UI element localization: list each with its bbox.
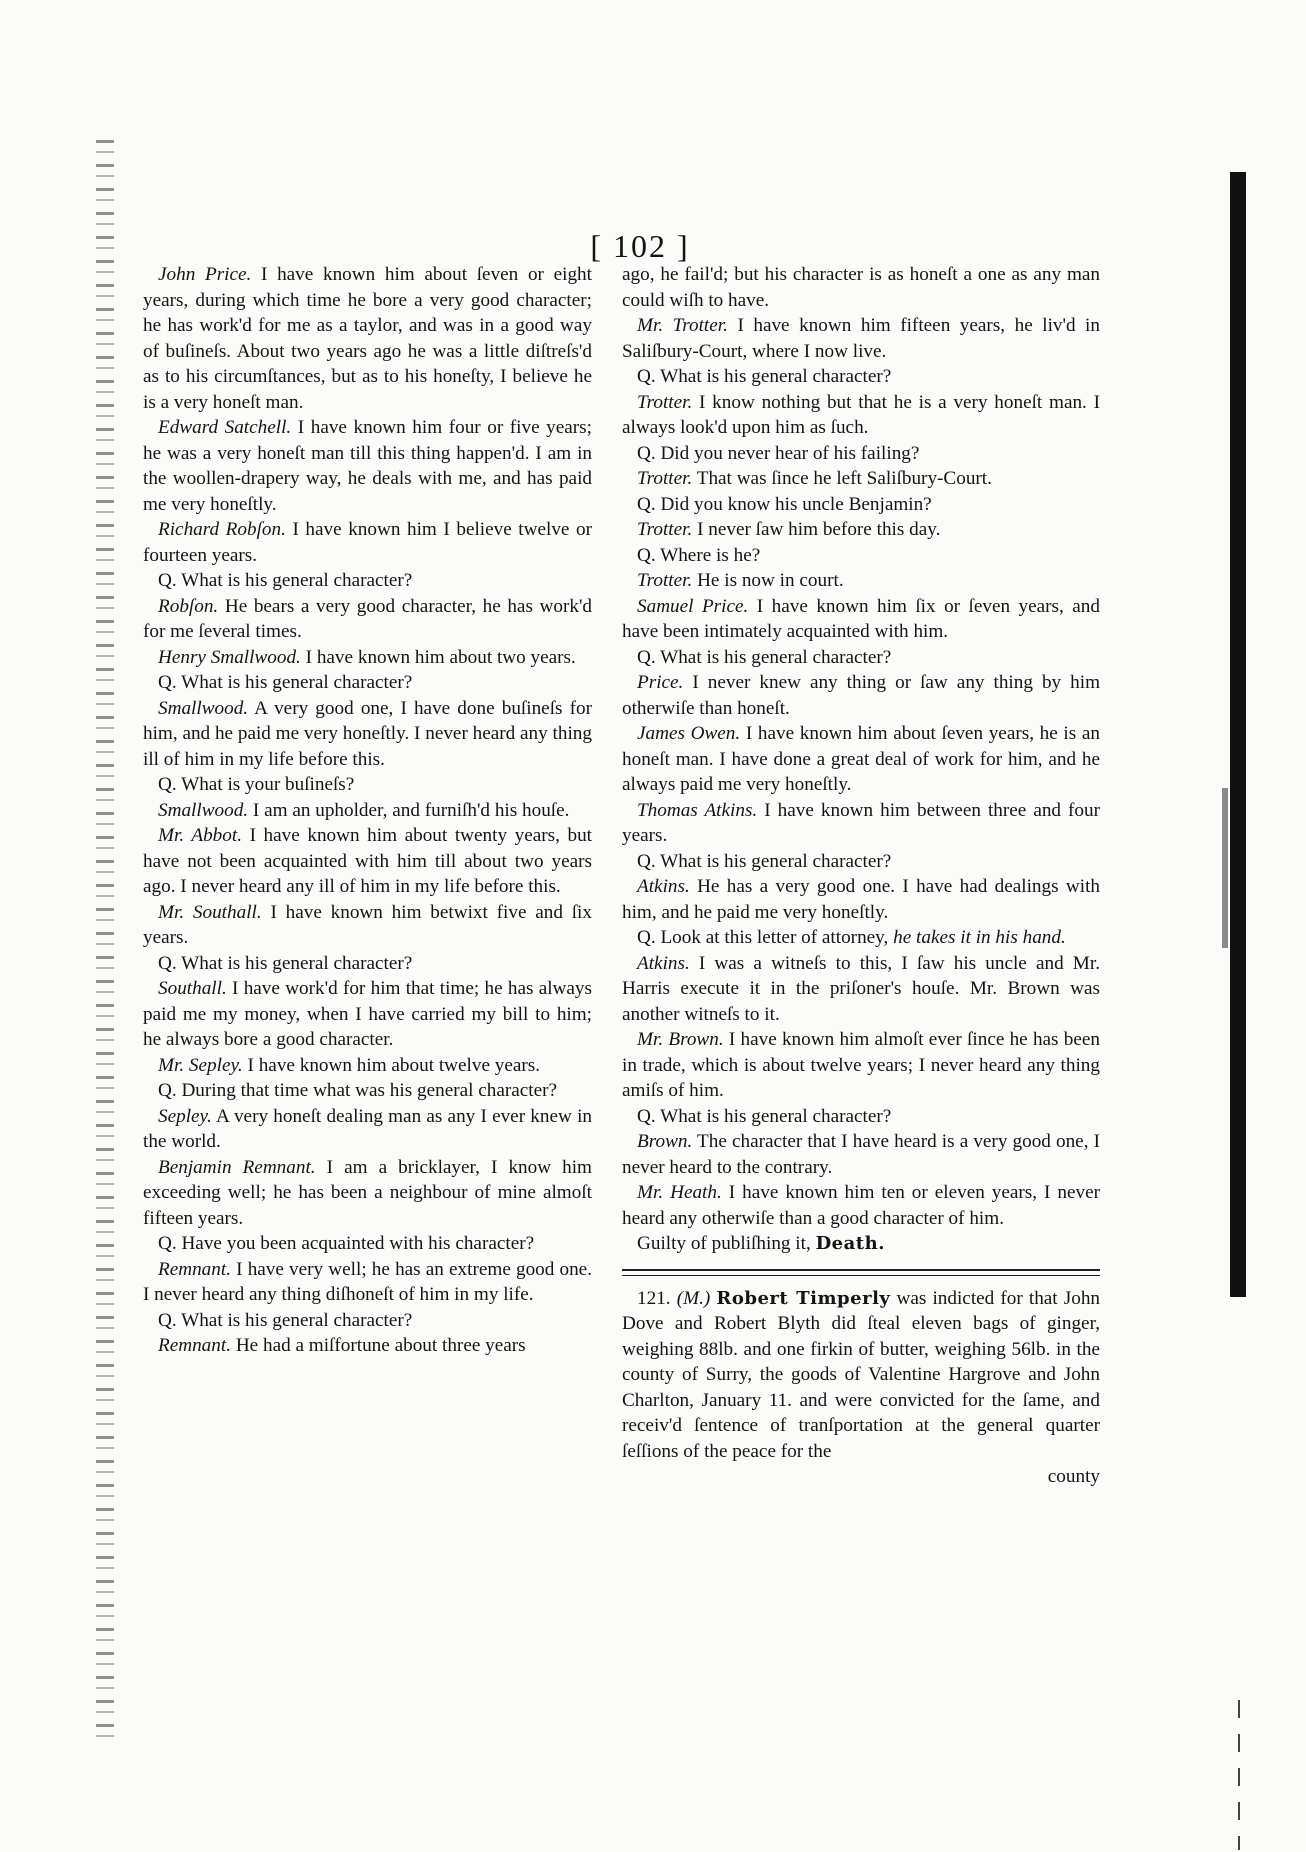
entry-text: That was ſince he left Saliſbury-Court.	[692, 468, 992, 489]
entry-text: A very honeſt dealing man as any I ever knew in the world.	[143, 1105, 592, 1152]
entry-text: The character that I have heard is a very good one, I never heard to the contrary.	[622, 1131, 1100, 1178]
entry-text: I have known him about two years.	[300, 646, 576, 668]
speaker-name: Sepley.	[158, 1105, 212, 1127]
testimony-paragraph	[622, 798, 1100, 849]
speaker-name: Mr. Trotter.	[637, 315, 728, 336]
entry-text: Q. What is his general character?	[158, 1309, 413, 1331]
testimony-paragraph	[622, 466, 1100, 492]
speaker-name: Brown.	[637, 1131, 693, 1152]
question-paragraph	[143, 670, 592, 696]
testimony-paragraph	[143, 1053, 592, 1079]
speaker-name: Trotter.	[637, 468, 693, 489]
question-paragraph	[622, 543, 1100, 569]
speaker-name: John Price.	[158, 264, 252, 285]
entry-text: I have known him about twelve years.	[242, 1054, 541, 1076]
stage-direction: he takes it in his hand.	[893, 927, 1066, 948]
testimony-paragraph	[622, 568, 1100, 594]
testimony-paragraph	[143, 262, 592, 415]
speaker-name: Atkins.	[637, 876, 690, 897]
speaker-name: Samuel Price.	[637, 595, 749, 617]
entry-text: Q. What is his general character?	[158, 672, 413, 693]
entry-text: Q. What is his general character?	[158, 952, 413, 974]
case-paragraph	[622, 1286, 1100, 1465]
speaker-name: Trotter.	[637, 391, 693, 413]
question-paragraph	[143, 772, 592, 798]
entry-text: I have known him I believe twelve or fourteen years.	[143, 519, 592, 566]
testimony-paragraph	[622, 313, 1100, 364]
entry-text: He bears a very good character, he has work'd for me ſeveral times.	[143, 595, 592, 642]
speaker-name: Smallwood.	[158, 799, 249, 821]
right-column	[622, 262, 1100, 1490]
testimony-paragraph	[143, 696, 592, 773]
testimony-paragraph	[143, 645, 592, 671]
left-column	[143, 262, 592, 1359]
speaker-name: James Owen.	[637, 723, 741, 744]
speaker-name: Mr. Heath.	[637, 1182, 722, 1203]
testimony-paragraph	[143, 1333, 592, 1359]
speaker-name: Atkins.	[637, 952, 690, 974]
testimony-paragraph	[143, 798, 592, 824]
speaker-name: Henry Smallwood.	[158, 646, 301, 668]
speaker-name: Edward Satchell.	[158, 417, 292, 438]
speaker-name: Southall.	[158, 978, 227, 999]
entry-text: Q. Have you been acquainted with his character?	[158, 1233, 535, 1254]
speaker-name: Mr. Abbot.	[158, 825, 242, 846]
entry-text: Q. What is his general character?	[637, 850, 892, 872]
entry-text: I have known him ten or eleven years, I never heard any otherwiſe than a good character of him.	[622, 1182, 1101, 1229]
entry-text: I never knew any thing or ſaw any thing by him otherwiſe than honeſt.	[622, 672, 1100, 719]
catchword: county	[1047, 1466, 1100, 1487]
testimony-paragraph	[622, 517, 1100, 543]
case-number: 121.	[637, 1287, 677, 1309]
testimony-paragraph	[622, 1027, 1100, 1104]
question-paragraph	[622, 925, 1100, 951]
question-paragraph	[143, 568, 592, 594]
entry-text: Q. What is his general character?	[637, 646, 892, 668]
testimony-paragraph	[622, 670, 1100, 721]
entry-text: I have known him between three and four years.	[622, 799, 1101, 846]
speaker-name: Benjamin Remnant.	[158, 1156, 316, 1178]
testimony-paragraph	[143, 900, 592, 951]
question-paragraph	[622, 441, 1100, 467]
speaker-name: Richard Robſon.	[158, 519, 286, 540]
entry-text: He is now in court.	[692, 570, 844, 591]
entry-text: I was a witneſs to this, I ſaw his uncle and Mr. Harris execute it in the priſoner's houſe. Mr. Brown was another witneſs to it.	[622, 952, 1100, 1025]
entry-text: I have work'd for him that time; he has always paid me my money, when I have carried my bill to him; he always bore a good character.	[143, 978, 592, 1050]
case-tag: (M.)	[676, 1287, 711, 1309]
testimony-paragraph	[622, 874, 1100, 925]
speaker-name: Trotter.	[637, 570, 693, 591]
entry-text: Q. What is his general character?	[637, 366, 892, 387]
testimony-paragraph	[622, 390, 1100, 441]
entry-text: He had a miſfortune about three years	[231, 1335, 526, 1356]
section-divider	[622, 1269, 1100, 1276]
gutter-shadow	[96, 140, 114, 1740]
verdict-text: Guilty of publiſhing it,	[637, 1233, 816, 1254]
entry-text: I have known him ſix or ſeven years, and have been intimately acquainted with him.	[622, 595, 1100, 642]
entry-text: Q. Where is he?	[637, 544, 761, 566]
verdict	[622, 1231, 1100, 1257]
testimony-paragraph	[143, 823, 592, 900]
entry-text: I am an upholder, and furniſh'd his houſe.	[248, 799, 570, 821]
entry-text: Q. During that time what was his general character?	[158, 1080, 558, 1101]
testimony-paragraph	[622, 1129, 1100, 1180]
question-paragraph	[622, 492, 1100, 518]
testimony-paragraph	[622, 1180, 1100, 1231]
entry-text: I am a bricklayer, I know him exceeding well; he has been a neighbour of mine almoſt fifteen years.	[143, 1156, 592, 1229]
entry-text: I have known him almoſt ever ſince he has been in trade, which is about twelve years; I never heard any thing amiſs of him.	[622, 1029, 1100, 1101]
entry-text: A very good one, I have done buſineſs for him, and he paid me very honeſtly. I never heard any thing ill of him in my life before this.	[143, 697, 592, 770]
entry-text: I have known him betwixt five and ſix years.	[143, 901, 592, 948]
entry-text: I have known him fifteen years, he liv'd in Saliſbury-Court, where I now live.	[622, 315, 1100, 362]
testimony-paragraph	[143, 1104, 592, 1155]
entry-text: I know nothing but that he is a very honeſt man. I always look'd upon him as ſuch.	[622, 391, 1100, 438]
speaker-name: Remnant.	[158, 1258, 232, 1280]
speaker-name: Mr. Southall.	[158, 901, 262, 923]
testimony-paragraph	[143, 517, 592, 568]
question-paragraph	[143, 951, 592, 977]
testimony-paragraph	[622, 951, 1100, 1028]
question-paragraph	[622, 849, 1100, 875]
entry-text: Q. What is his general character?	[158, 570, 413, 591]
question-paragraph	[143, 1308, 592, 1334]
question-paragraph	[622, 645, 1100, 671]
entry-text: I have very well; he has an extreme good one. I never heard any thing diſhoneſt of him in my life.	[143, 1258, 592, 1305]
case-defendant: Robert Timperly	[716, 1287, 891, 1309]
speaker-name: Thomas Atkins.	[637, 799, 758, 821]
continuation-paragraph: ago, he fail'd; but his character is as honeſt a one as any man could wiſh to have.	[622, 264, 1100, 311]
testimony-paragraph	[622, 721, 1100, 798]
entry-text: Q. Look at this letter of attorney,	[637, 927, 894, 948]
entry-text: Q. Did you know his uncle Benjamin?	[637, 493, 932, 515]
binding-edge	[1230, 172, 1246, 1297]
speaker-name: Mr. Sepley.	[158, 1054, 243, 1076]
entry-text: I never ſaw him before this day.	[692, 519, 941, 540]
testimony-paragraph	[143, 415, 592, 517]
testimony-paragraph	[143, 594, 592, 645]
scan-tick-marks	[1238, 1700, 1240, 1850]
right-entries	[622, 313, 1100, 1231]
entry-text: I have known him four or five years; he was a very honeſt man till this thing happen'd. I am in the woollen-drapery way, he deals with me, and has paid me very honeſtly.	[143, 417, 592, 515]
question-paragraph	[143, 1078, 592, 1104]
entry-text: Q. What is your buſineſs?	[158, 774, 355, 795]
verdict-sentence: Death.	[815, 1233, 885, 1254]
testimony-paragraph	[143, 1155, 592, 1232]
speaker-name: Robſon.	[158, 595, 219, 617]
testimony-paragraph	[143, 1257, 592, 1308]
question-paragraph	[143, 1231, 592, 1257]
entry-text: I have known him about twenty years, but have not been acquainted with him till about two years ago. I never heard any ill of him in my life before this.	[143, 825, 593, 897]
entry-text: Q. What is his general character?	[637, 1105, 892, 1127]
testimony-paragraph	[622, 594, 1100, 645]
speaker-name: Price.	[637, 672, 684, 693]
binding-edge-grey	[1222, 788, 1228, 948]
entry-text: Q. Did you never hear of his failing?	[637, 442, 920, 464]
speaker-name: Remnant.	[158, 1335, 232, 1356]
entry-text: I have known him about ſeven or eight years, during which time he bore a very good character; he has work'd for me as a taylor, and was in a good way of buſineſs. About two years ago he was a little diſtreſs'd as to his circumſtances, but as to his honeſty, I believe he is a very honeſt man.	[143, 264, 592, 413]
entry-text: He has a very good one. I have had dealings with him, and he paid me very honeſtly.	[622, 876, 1100, 923]
speaker-name: Trotter.	[637, 519, 693, 540]
page-number: [ 102 ]	[590, 228, 690, 264]
entry-text: I have known him about ſeven years, he is an honeſt man. I have done a great deal of work for him, and he always paid me very honeſtly.	[622, 723, 1101, 795]
question-paragraph	[622, 364, 1100, 390]
speaker-name: Mr. Brown.	[637, 1029, 724, 1050]
question-paragraph	[622, 1104, 1100, 1130]
case-text: was indicted for that John Dove and Robert Blyth did ſteal eleven bags of ginger, weighing 88lb. and one firkin of butter, weighing 56lb. in the county of Surry, the goods of Valentine Hargrove and John Charlton, January 11. and were convicted for the ſame, and receiv'd ſentence of tranſportation at the general quarter ſeſſions of the peace for the	[622, 1287, 1101, 1462]
speaker-name: Smallwood.	[158, 697, 249, 719]
testimony-paragraph	[143, 976, 592, 1053]
